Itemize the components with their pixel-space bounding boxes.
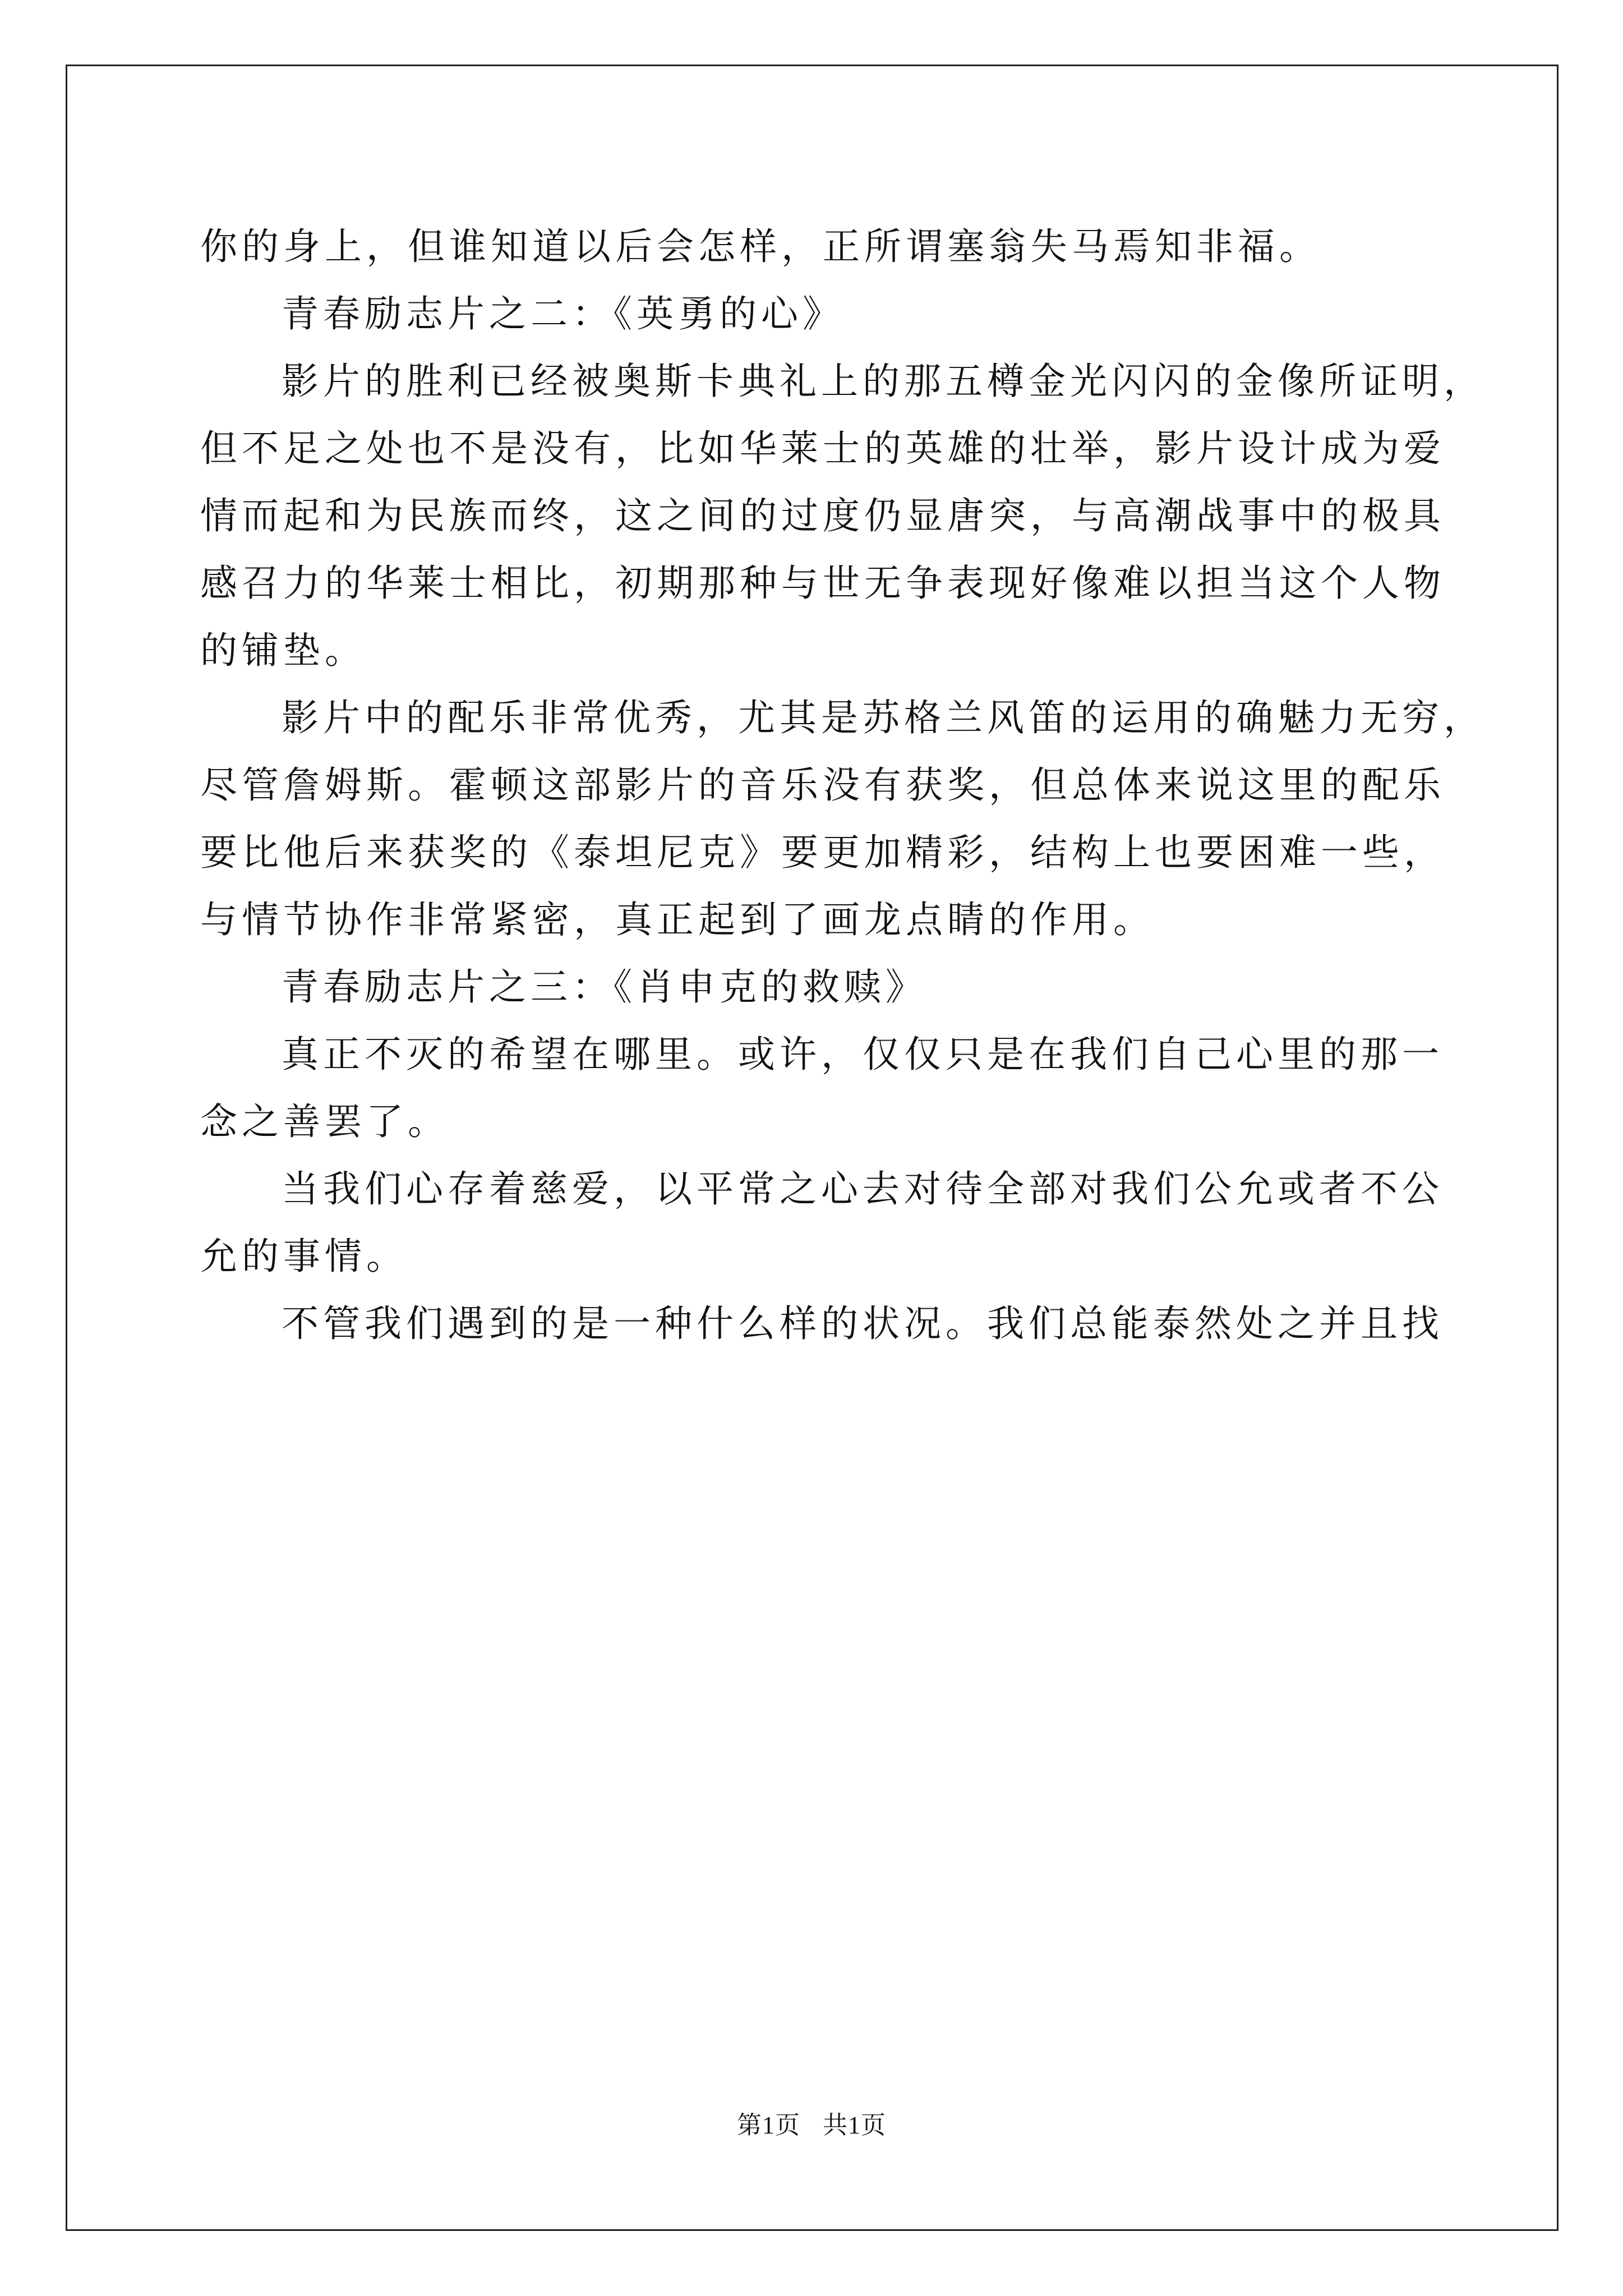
- text-line: 感召力的华莱士相比，初期那种与世无争表现好像难以担当这个人物: [200, 562, 1445, 605]
- text-line: 青春励志片之三：《肖申克的救赎》: [282, 965, 927, 1009]
- text-line: 与情节协作非常紧密，真正起到了画龙点睛的作用。: [200, 898, 1155, 941]
- page-footer: [0, 2105, 1623, 2141]
- text-line: 要比他后来获奖的《泰坦尼克》要更加精彩，结构上也要困难一些，: [200, 831, 1445, 874]
- text-line: 尽管詹姆斯。霍顿这部影片的音乐没有获奖，但总体来说这里的配乐: [200, 763, 1445, 807]
- text-line: 不管我们遇到的是一种什么样的状况。我们总能泰然处之并且找: [282, 1302, 1444, 1345]
- page-number: 第1页: [737, 2111, 800, 2139]
- text-line: 的铺垫。: [200, 629, 366, 672]
- page-total: 共1页: [823, 2111, 886, 2139]
- text-line: 青春励志片之二：《英勇的心》: [282, 292, 844, 335]
- text-line: 但不足之处也不是没有，比如华莱士的英雄的壮举，影片设计成为爱: [200, 427, 1445, 470]
- text-line: 影片的胜利已经被奥斯卡典礼上的那五樽金光闪闪的金像所证明，: [282, 360, 1485, 403]
- text-line: 影片中的配乐非常优秀，尤其是苏格兰风笛的运用的确魅力无穷，: [282, 696, 1485, 739]
- text-line: 情而起和为民族而终，这之间的过度仍显唐突，与高潮战事中的极具: [200, 494, 1445, 537]
- text-line: 你的身上，但谁知道以后会怎样，正所谓塞翁失马焉知非福。: [200, 225, 1321, 268]
- text-line: 真正不灭的希望在哪里。或许，仅仅只是在我们自己心里的那一: [282, 1033, 1444, 1076]
- text-line: 允的事情。: [200, 1235, 408, 1278]
- text-line: 念之善罢了。: [200, 1100, 449, 1143]
- document-body: [200, 213, 1485, 1358]
- text-line: 当我们心存着慈爱，以平常之心去对待全部对我们公允或者不公: [282, 1167, 1444, 1211]
